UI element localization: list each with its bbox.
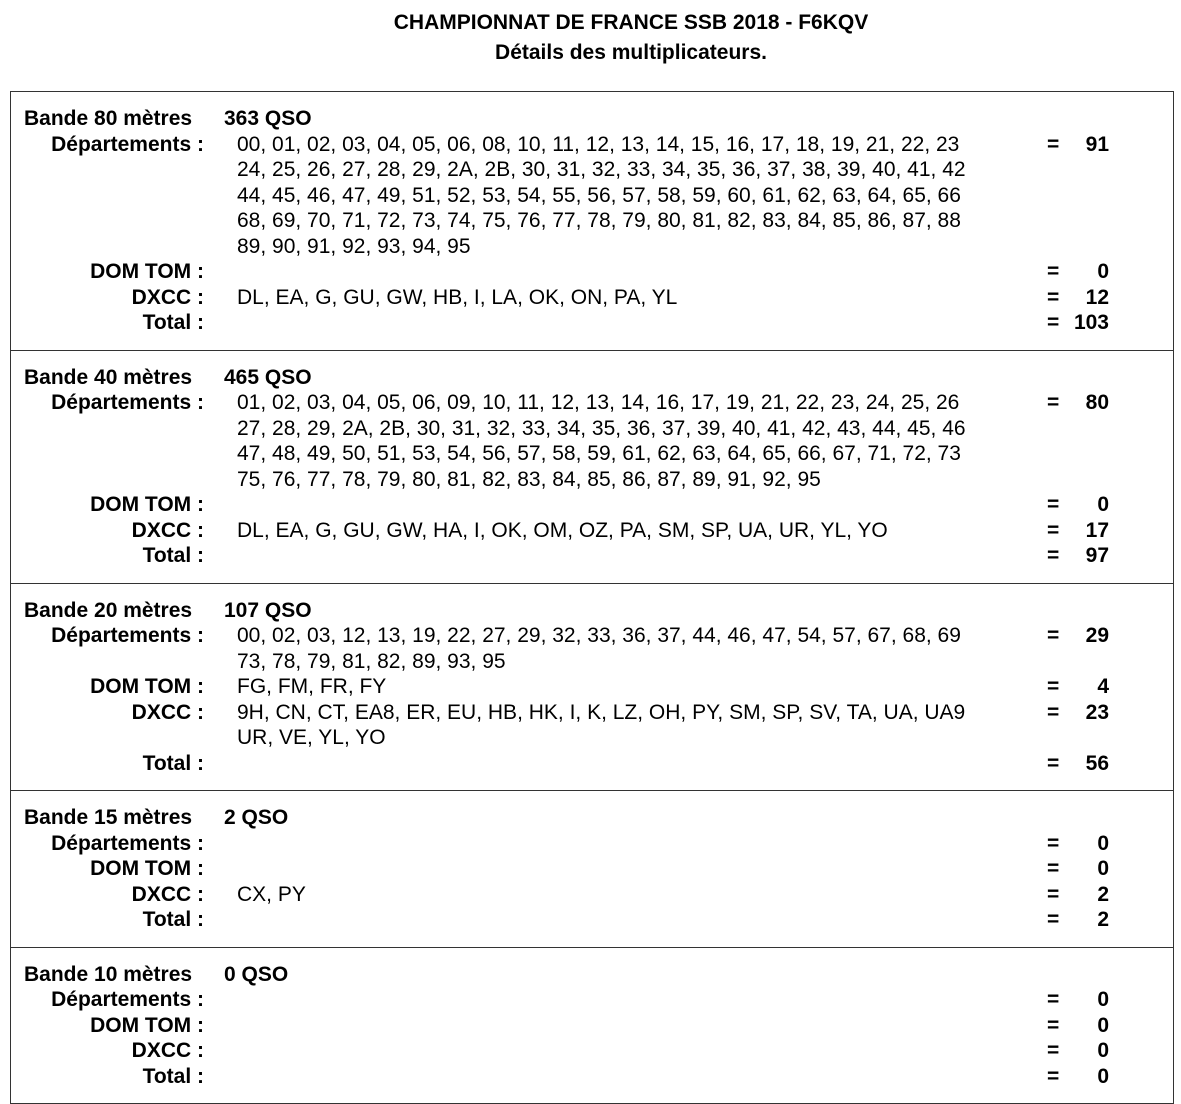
list-line: 89, 90, 91, 92, 93, 94, 95 <box>237 234 471 258</box>
dxcc-row <box>11 285 1173 311</box>
dxcc-count: 23 <box>1085 700 1109 724</box>
total-label: Total : <box>142 751 204 775</box>
domtom-count: 0 <box>1097 1013 1109 1037</box>
domtom-row <box>11 492 1173 518</box>
list-line-empty <box>237 987 1037 1013</box>
band-header <box>11 598 1173 624</box>
band-qso-count: 363 QSO <box>224 107 312 130</box>
departements-label: Départements : <box>51 132 204 156</box>
equals-sign: = <box>1047 882 1060 906</box>
list-line-empty <box>237 1013 1037 1039</box>
departements-row <box>11 132 1173 260</box>
total-label: Total : <box>142 908 204 931</box>
band-name: Bande 10 mètres <box>24 962 193 986</box>
list-line: DL, EA, G, GU, GW, HB, I, LA, OK, ON, PA, YL <box>237 285 678 309</box>
dxcc-count: 2 <box>1097 882 1109 906</box>
equals-sign: = <box>1047 132 1060 156</box>
dxcc-list <box>237 518 1037 544</box>
equals-sign: = <box>1047 311 1060 334</box>
list-line-empty <box>237 856 1037 882</box>
dxcc-list <box>237 285 1037 311</box>
equals-sign: = <box>1047 988 1060 1011</box>
band-qso-count: 2 QSO <box>224 806 289 829</box>
page-header <box>0 8 1181 68</box>
departements-list <box>237 390 1037 492</box>
dxcc-count: 0 <box>1097 1039 1109 1062</box>
band-header <box>11 365 1173 391</box>
list-line: 44, 45, 46, 47, 49, 51, 52, 53, 54, 55, 56, 57, 58, 59, 60, 61, 62, 63, 64, 65, 66 <box>237 183 961 207</box>
domtom-row <box>11 856 1173 882</box>
equals-sign: = <box>1047 675 1060 698</box>
list-line: 68, 69, 70, 71, 72, 73, 74, 75, 76, 77, 78, 79, 80, 81, 82, 83, 84, 85, 86, 87, 88 <box>237 209 961 232</box>
total-count: 56 <box>1085 751 1109 775</box>
domtom-count: 4 <box>1097 675 1109 698</box>
band-section <box>11 584 1173 792</box>
total-spacer <box>237 543 1037 569</box>
band-header <box>11 962 1173 988</box>
total-spacer <box>237 907 1037 933</box>
list-line: FG, FM, FR, FY <box>237 675 387 698</box>
equals-sign: = <box>1047 1039 1060 1062</box>
dxcc-row <box>11 1038 1173 1064</box>
dxcc-list <box>237 1038 1037 1064</box>
domtom-list <box>237 856 1037 882</box>
domtom-row <box>11 1013 1173 1039</box>
domtom-label: DOM TOM : <box>90 260 204 283</box>
departements-label: Départements : <box>51 988 204 1011</box>
list-line-empty <box>237 831 1037 857</box>
domtom-row <box>11 259 1173 285</box>
dxcc-label: DXCC : <box>131 882 204 906</box>
band-name: Bande 80 mètres <box>24 107 193 130</box>
equals-sign: = <box>1047 493 1060 516</box>
band-name: Bande 40 mètres <box>24 365 193 389</box>
dxcc-label: DXCC : <box>131 1039 204 1062</box>
dxcc-row <box>11 518 1173 544</box>
departements-count: 91 <box>1085 132 1109 156</box>
list-line: 00, 02, 03, 12, 13, 19, 22, 27, 29, 32, 33, 36, 37, 44, 46, 47, 54, 57, 67, 68, 69 <box>237 624 961 647</box>
list-line: UR, VE, YL, YO <box>237 726 386 749</box>
departements-count: 0 <box>1097 831 1109 855</box>
list-line-empty <box>237 492 1037 518</box>
dxcc-label: DXCC : <box>131 700 204 724</box>
departements-list <box>237 132 1037 260</box>
domtom-label: DOM TOM : <box>90 675 204 698</box>
departements-label: Départements : <box>51 624 204 647</box>
band-qso-count: 465 QSO <box>224 365 312 389</box>
departements-list <box>237 831 1037 857</box>
total-label: Total : <box>142 544 204 567</box>
equals-sign: = <box>1047 1013 1060 1037</box>
departements-count: 0 <box>1097 988 1109 1011</box>
equals-sign: = <box>1047 831 1060 855</box>
domtom-list <box>237 259 1037 285</box>
departements-list <box>237 987 1037 1013</box>
departements-list <box>237 623 1037 674</box>
list-line: 24, 25, 26, 27, 28, 29, 2A, 2B, 30, 31, 32, 33, 34, 35, 36, 37, 38, 39, 40, 41, 42 <box>237 158 966 181</box>
departements-row <box>11 390 1173 492</box>
total-label: Total : <box>142 311 204 334</box>
departements-row <box>11 831 1173 857</box>
dxcc-count: 12 <box>1085 285 1109 309</box>
multipliers-table <box>10 91 1174 1104</box>
equals-sign: = <box>1047 857 1060 880</box>
page-subtitle: Détails des multiplicateurs. <box>495 41 767 64</box>
dxcc-row <box>11 700 1173 751</box>
departements-count: 29 <box>1085 624 1109 647</box>
domtom-list <box>237 674 1037 700</box>
dxcc-label: DXCC : <box>131 518 204 542</box>
equals-sign: = <box>1047 908 1060 931</box>
domtom-row <box>11 674 1173 700</box>
domtom-count: 0 <box>1097 493 1109 516</box>
equals-sign: = <box>1047 1064 1060 1088</box>
total-row <box>11 310 1173 336</box>
band-name: Bande 15 mètres <box>24 806 193 829</box>
dxcc-list <box>237 700 1037 751</box>
band-header <box>11 805 1173 831</box>
list-line: 27, 28, 29, 2A, 2B, 30, 31, 32, 33, 34, 35, 36, 37, 39, 40, 41, 42, 43, 44, 45, 46 <box>237 416 966 440</box>
departements-row <box>11 987 1173 1013</box>
list-line: CX, PY <box>237 882 306 906</box>
domtom-label: DOM TOM : <box>90 857 204 880</box>
band-header <box>11 106 1173 132</box>
band-qso-count: 0 QSO <box>224 962 289 986</box>
band-section <box>11 92 1173 351</box>
total-count: 0 <box>1097 1064 1109 1088</box>
equals-sign: = <box>1047 285 1060 309</box>
domtom-count: 0 <box>1097 857 1109 880</box>
equals-sign: = <box>1047 260 1060 283</box>
page-title: CHAMPIONNAT DE FRANCE SSB 2018 - F6KQV <box>393 11 869 34</box>
total-spacer <box>237 1064 1037 1090</box>
equals-sign: = <box>1047 624 1060 647</box>
departements-count: 80 <box>1085 391 1109 414</box>
departements-label: Départements : <box>51 831 204 855</box>
dxcc-count: 17 <box>1085 518 1109 542</box>
band-section <box>11 948 1173 1104</box>
total-row <box>11 751 1173 777</box>
list-line: 9H, CN, CT, EA8, ER, EU, HB, HK, I, K, LZ, OH, PY, SM, SP, SV, TA, UA, UA9 <box>237 700 966 724</box>
dxcc-row <box>11 882 1173 908</box>
equals-sign: = <box>1047 391 1060 414</box>
band-section <box>11 791 1173 948</box>
total-label: Total : <box>142 1064 204 1088</box>
total-count: 103 <box>1073 311 1109 334</box>
total-spacer <box>237 751 1037 777</box>
band-name: Bande 20 mètres <box>24 598 193 622</box>
list-line: 75, 76, 77, 78, 79, 80, 81, 82, 83, 84, 85, 86, 87, 89, 91, 92, 95 <box>237 467 821 491</box>
list-line-empty <box>237 259 1037 285</box>
dxcc-list <box>237 882 1037 908</box>
list-line: 73, 78, 79, 81, 82, 89, 93, 95 <box>237 649 506 673</box>
list-line: 01, 02, 03, 04, 05, 06, 09, 10, 11, 12, 13, 14, 16, 17, 19, 21, 22, 23, 24, 25, 26 <box>237 391 960 414</box>
domtom-count: 0 <box>1097 260 1109 283</box>
domtom-list <box>237 492 1037 518</box>
list-line-empty <box>237 1038 1037 1064</box>
total-count: 97 <box>1085 544 1109 567</box>
band-qso-count: 107 QSO <box>224 598 312 622</box>
band-section <box>11 351 1173 584</box>
domtom-label: DOM TOM : <box>90 493 204 516</box>
total-row <box>11 907 1173 933</box>
list-line: 00, 01, 02, 03, 04, 05, 06, 08, 10, 11, 12, 13, 14, 15, 16, 17, 18, 19, 21, 22, 23 <box>237 132 960 156</box>
total-row <box>11 1064 1173 1090</box>
equals-sign: = <box>1047 544 1060 567</box>
domtom-list <box>237 1013 1037 1039</box>
domtom-label: DOM TOM : <box>90 1013 204 1037</box>
departements-label: Départements : <box>51 391 204 414</box>
equals-sign: = <box>1047 751 1060 775</box>
total-spacer <box>237 310 1037 336</box>
departements-row <box>11 623 1173 674</box>
dxcc-label: DXCC : <box>131 285 204 309</box>
total-row <box>11 543 1173 569</box>
equals-sign: = <box>1047 700 1060 724</box>
equals-sign: = <box>1047 518 1060 542</box>
total-count: 2 <box>1097 908 1109 931</box>
list-line: 47, 48, 49, 50, 51, 53, 54, 56, 57, 58, 59, 61, 62, 63, 64, 65, 66, 67, 71, 72, 73 <box>237 442 961 465</box>
list-line: DL, EA, G, GU, GW, HA, I, OK, OM, OZ, PA, SM, SP, UA, UR, YL, YO <box>237 518 888 542</box>
